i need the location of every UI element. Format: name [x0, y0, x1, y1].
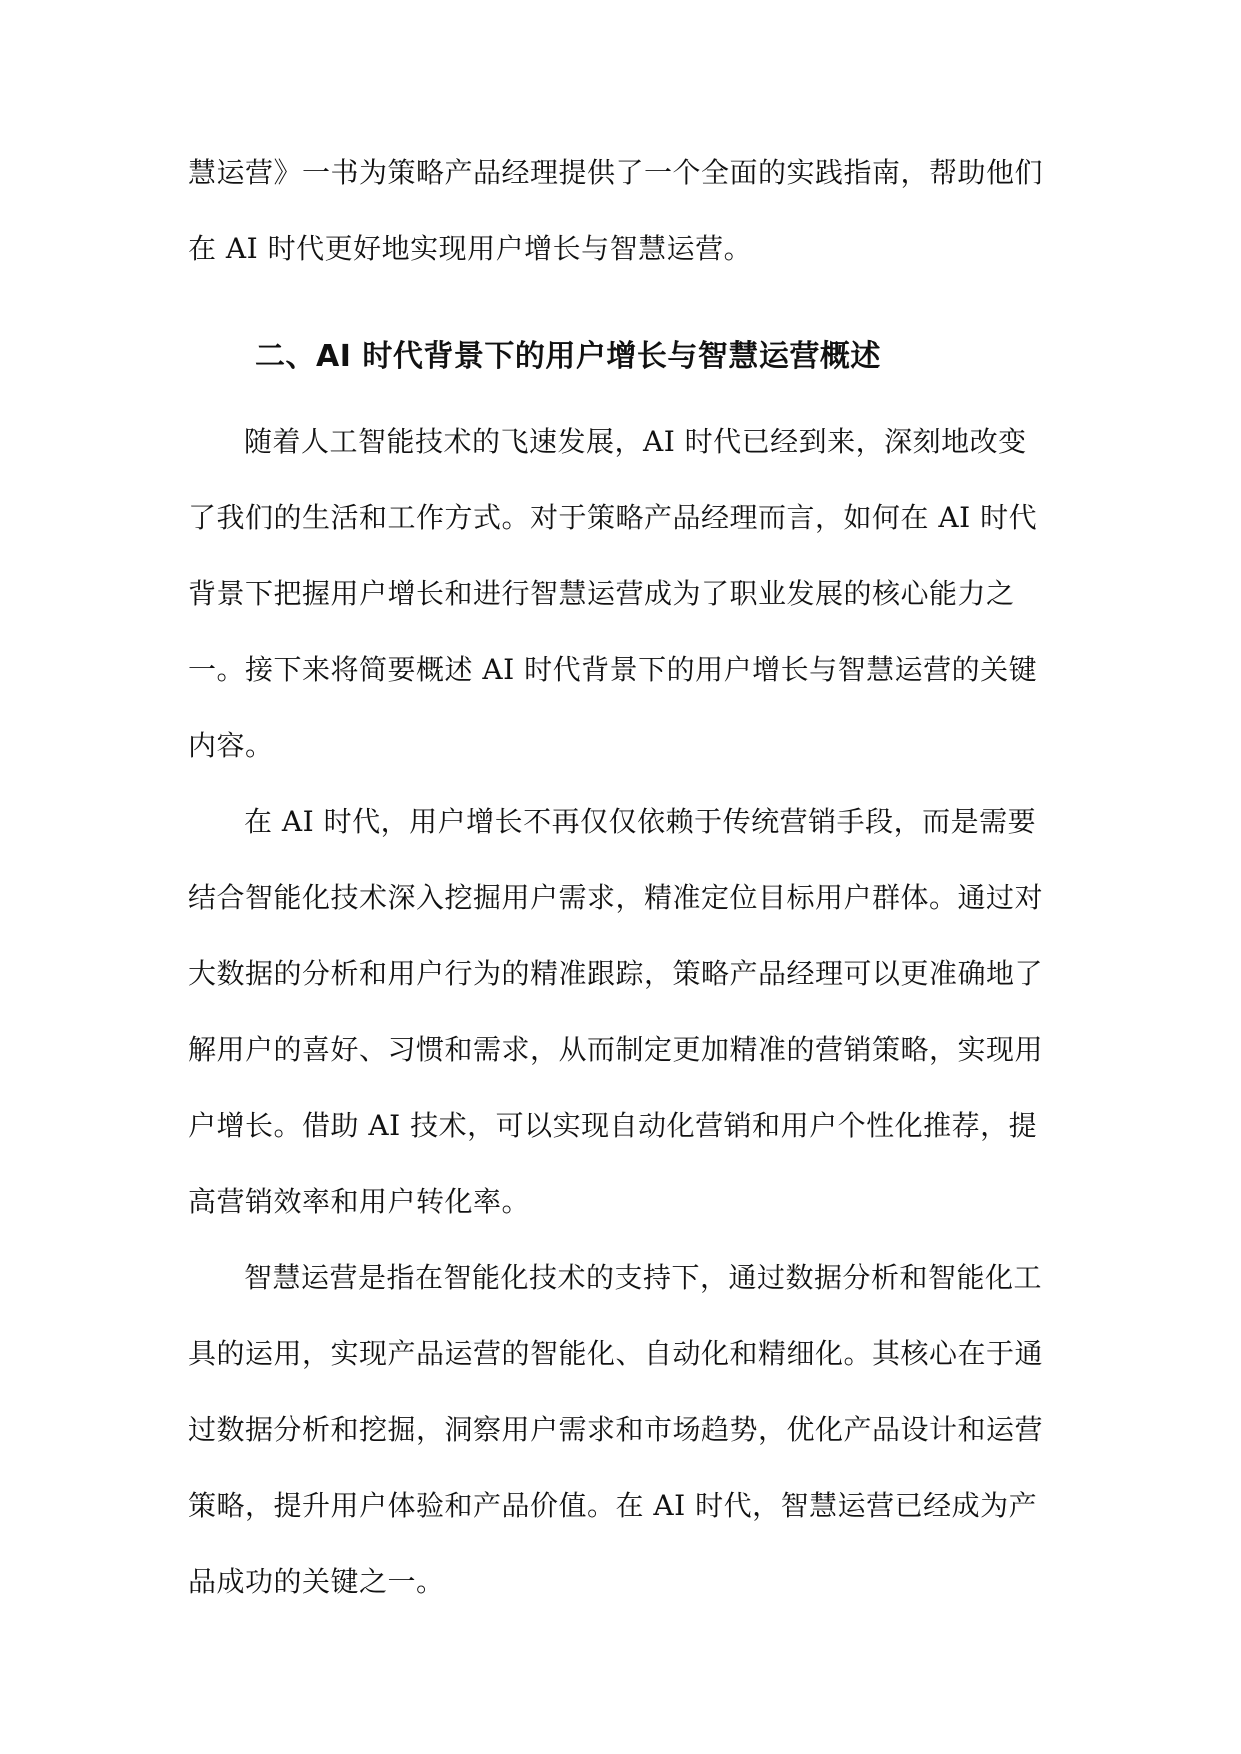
- paragraph-smart-operations: [188, 1240, 1054, 1620]
- text-line: 策略，提升用户体验和产品价值。在 AI 时代，智慧运营已经成为产: [188, 1489, 1038, 1522]
- text-line: 大数据的分析和用户行为的精准跟踪，策略产品经理可以更准确地了: [188, 957, 1044, 990]
- paragraph-ai-era-overview: [188, 404, 1054, 784]
- text-line: 结合智能化技术深入挖掘用户需求，精准定位目标用户群体。通过对: [188, 881, 1044, 914]
- text-line: 在 AI 时代，用户增长不再仅仅依赖于传统营销手段，而是需要: [244, 805, 1037, 838]
- continuation-paragraph: [188, 135, 1054, 287]
- text-line: 具的运用，实现产品运营的智能化、自动化和精细化。其核心在于通: [188, 1337, 1044, 1370]
- text-line: 智慧运营是指在智能化技术的支持下，通过数据分析和智能化工: [244, 1261, 1043, 1294]
- text-line: 高营销效率和用户转化率。: [188, 1185, 531, 1218]
- text-line: 品成功的关键之一。: [188, 1565, 445, 1598]
- text-line: 慧运营》一书为策略产品经理提供了一个全面的实践指南，帮助他们: [188, 156, 1044, 189]
- section-heading: 二、AI 时代背景下的用户增长与智慧运营概述: [255, 339, 881, 374]
- paragraph-user-growth: [188, 784, 1054, 1240]
- text-line: 背景下把握用户增长和进行智慧运营成为了职业发展的核心能力之: [188, 577, 1015, 610]
- text-line: 户增长。借助 AI 技术，可以实现自动化营销和用户个性化推荐，提: [188, 1109, 1038, 1142]
- text-line: 了我们的生活和工作方式。对于策略产品经理而言，如何在 AI 时代: [188, 501, 1038, 534]
- text-line: 在 AI 时代更好地实现用户增长与智慧运营。: [188, 232, 753, 265]
- text-line: 内容。: [188, 729, 274, 762]
- text-line: 过数据分析和挖掘，洞察用户需求和市场趋势，优化产品设计和运营: [188, 1413, 1044, 1446]
- text-line: 解用户的喜好、习惯和需求，从而制定更加精准的营销策略，实现用: [188, 1033, 1044, 1066]
- text-line: 一。接下来将简要概述 AI 时代背景下的用户增长与智慧运营的关键: [188, 653, 1038, 686]
- text-line: 随着人工智能技术的飞速发展，AI 时代已经到来，深刻地改变: [244, 425, 1027, 458]
